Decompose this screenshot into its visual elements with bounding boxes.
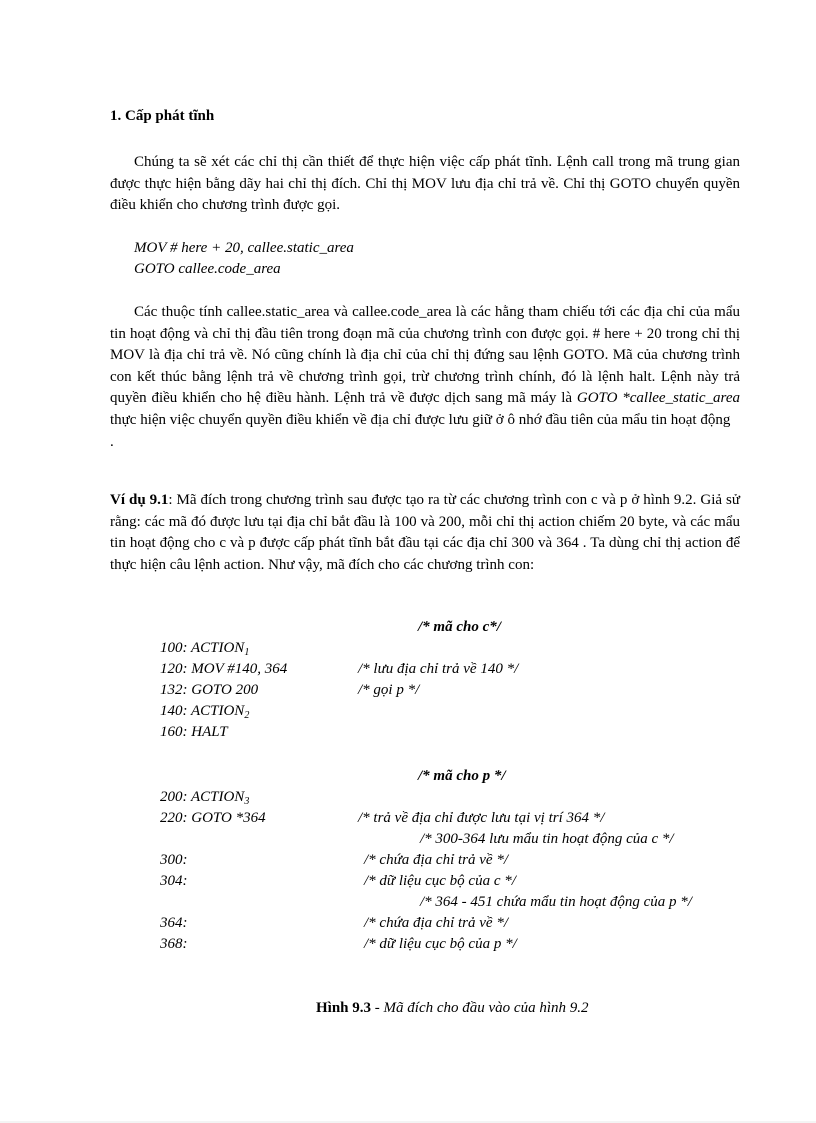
code-address [160,913,188,934]
example-label: Ví dụ 9.1 [110,492,169,508]
code-p-row [0,871,816,892]
section-heading: 1. Cấp phát tĩnh [110,108,215,124]
code-subscript: 2 [244,710,250,721]
code-comment: /* 300-364 lưu mẩu tin hoạt động của c */ [420,831,674,847]
code-comment: /* 364 - 451 chứa mẩu tin hoạt động của p */ [420,894,692,910]
code-p-row [0,808,816,829]
code-address [160,808,266,829]
code-address [160,680,258,701]
paragraph-explanation-tail: thực hiện việc chuyển quyền điều khiển về địa chỉ được lưu giữ ở ô nhớ đầu tiên của mẩu tin hoạt động [110,411,731,428]
example-paragraph [110,490,740,576]
code-address [160,659,287,680]
code-comment: /* gọi p */ [358,682,420,698]
figure-caption-text: Mã đích cho đầu vào của hình 9.2 [383,1000,589,1016]
code-instruction: 100: ACTION [160,640,245,656]
code-goto-line: GOTO callee.code_area [134,261,281,277]
figure-caption-label: Hình 9.3 [316,1000,372,1016]
code-comment: /* chứa địa chỉ trả về */ [364,915,508,931]
example-text: : Mã đích trong chương trình sau được tạo ra từ các chương trình con c và p ở hình 9.2. Giả sử rằng: các mã đó được lưu tại địa chỉ bắt đầu là 100 và 200, mỗi chỉ thị action chiếm 20 byte, và các mẩu tin hoạt động cho c và p được cấp phát tĩnh bắt đầu tại các địa chỉ 300 và 364 . Ta dùng chỉ thị action để thực hiện câu lệnh action. Như vậy, mã đích cho các chương trình con: [110,492,740,573]
code-p-row [0,850,816,871]
code-instruction: 132: GOTO 200 [160,682,259,698]
code-comment: /* chứa địa chỉ trả về */ [364,852,508,868]
code-p-header: /* mã cho p */ [418,768,506,784]
code-instruction: 160: HALT [160,724,228,740]
paragraph-trailing-dot: . [110,433,114,450]
code-instruction: 220: GOTO *364 [160,810,266,826]
code-mov-line: MOV # here + 20, callee.static_area [134,240,354,256]
code-c-row [0,659,816,680]
paragraph-explanation-text: Các thuộc tính callee.static_area và callee.code_area là các hằng tham chiếu tới các địa chỉ của mẩu tin hoạt động và chỉ thị đầu tiên trong đoạn mã của chương trình con được gọi. # here + 20 trong chỉ thị MOV là địa chỉ trả về. Nó cũng chính là địa chỉ của chỉ thị đứng sau lệnh GOTO. Mã của chương trình con kết thúc bằng lệnh trả về chương trình gọi, trừ chương trình chính, đó là lệnh halt. Lệnh này trả quyền điều khiển cho hệ điều hành. Lệnh trả về được dịch sang mã máy là [110,304,740,407]
code-comment: /* trả về địa chỉ được lưu tại vị trí 364 */ [358,810,605,826]
code-c-row [0,722,816,743]
code-p-row [0,913,816,934]
code-c-row [0,638,816,659]
code-p-row [0,934,816,955]
code-instruction: 120: MOV #140, 364 [160,661,288,677]
code-address [160,934,188,955]
paragraph-intro-text: Chúng ta sẽ xét các chỉ thị cần thiết để thực hiện việc cấp phát tĩnh. Lệnh call trong mã trung gian được thực hiện bằng dãy hai chỉ thị đích. Chỉ thị MOV lưu địa chỉ trả về. Chỉ thị GOTO chuyển quyền điều khiển cho chương trình được gọi. [110,154,740,214]
code-comment: /* dữ liệu cục bộ của c */ [364,873,516,889]
code-instruction: 368: [160,936,188,952]
code-c-row [0,701,816,722]
code-instruction: 304: [160,873,188,889]
code-address [160,722,228,743]
code-c-row [0,680,816,701]
code-p-row [0,892,816,913]
code-p-row [0,787,816,808]
code-instruction: 300: [160,852,188,868]
code-subscript: 3 [244,796,250,807]
code-address [160,871,188,892]
figure-caption [316,998,589,1019]
figure-caption-separator: - [371,1000,384,1016]
code-subscript: 1 [244,647,250,658]
code-instruction: 364: [160,915,188,931]
code-p-row [0,829,816,850]
code-comment: /* dữ liệu cục bộ của p */ [364,936,517,952]
code-instruction: 200: ACTION [160,789,245,805]
goto-callee-code: GOTO *callee_static_area [576,390,740,407]
code-address [160,850,188,871]
code-comment: /* lưu địa chỉ trả về 140 */ [358,661,519,677]
paragraph-explanation [110,302,740,453]
paragraph-intro [110,152,740,217]
code-instruction: 140: ACTION [160,703,245,719]
code-c-header: /* mã cho c*/ [418,619,501,635]
